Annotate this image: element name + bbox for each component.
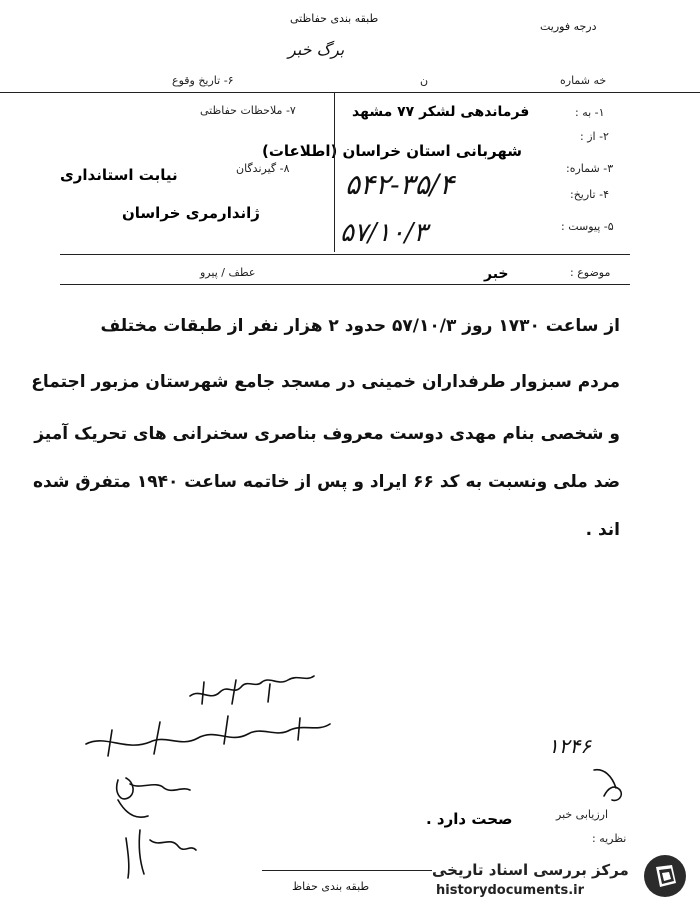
body-line-4: ضد ملی ونسبت به کد ۶۶ ایراد و پس از خاتمه ساعت ۱۹۴۰ متفرق شده [32,472,620,492]
date-of-event-label: ۶- تاریخ وقوع [172,74,234,87]
date-label: ۴- تاریخ: [570,188,609,201]
from-label: ۲- از : [580,130,609,143]
watermark-site: historydocuments.ir [436,883,585,898]
classification-top: طبقه بندی حفاظتی [290,12,379,25]
to-value: فرماندهی لشکر ۷۷ مشهد [352,104,530,120]
handwritten-number: ۱۲۴۶ [548,734,591,758]
urgency-label: درجه فوریت [540,20,597,33]
from-value: شهربانی استان خراسان (اطلاعات) [262,142,522,160]
opinion-label: نظریه : [592,832,627,845]
recipient-1: نیابت استانداری [60,166,178,184]
number-label: ۳- شماره: [566,162,614,175]
body-line-1: از ساعت ۱۷۳۰ روز ۵۷/۱۰/۳ حدود ۲ هزار نفر از طبقات مختلف [100,316,620,336]
classification-bottom: طبقه بندی حفاظ [292,880,370,893]
body-line-5: اند . [585,520,620,540]
reference-label: عطف / پیرو [200,266,256,279]
evaluation-label: ارزیابی خبر [556,808,609,821]
body-line-2: مردم سبزوار طرفداران خمینی در مسجد جامع شهرستان مزبور اجتماع [31,372,620,392]
subject-label: موضوع : [570,266,611,279]
watermark-org-name: مرکز بررسی اسناد تاریخی [432,861,629,879]
evaluation-value: صحت دارد . [426,810,513,828]
number-value: ۵۴۲-۳۵/۴ [345,168,455,201]
to-label: ۱- به : [575,106,605,119]
attachment-label: ۵- پیوست : [561,220,614,233]
number-header-label: خه شماره [560,74,607,87]
body-line-3: و شخصی بنام مهدی دوست معروف بناصری سخنرانی های تحریک آمیز [34,424,620,444]
day-header-label: ن [420,74,429,87]
footer-rule [262,870,432,871]
document-logo-icon [642,853,688,899]
form-title: برگ خبر [288,40,345,59]
security-notes-label: ۷- ملاحظات حفاظتی [200,104,296,117]
recipient-2: ژاندارمری خراسان [122,204,260,222]
date-value: ۵۷/۱۰/۳ [340,218,428,248]
recipients-label: ۸- گیرندگان [236,162,290,175]
subject-value: خبر [484,266,509,282]
